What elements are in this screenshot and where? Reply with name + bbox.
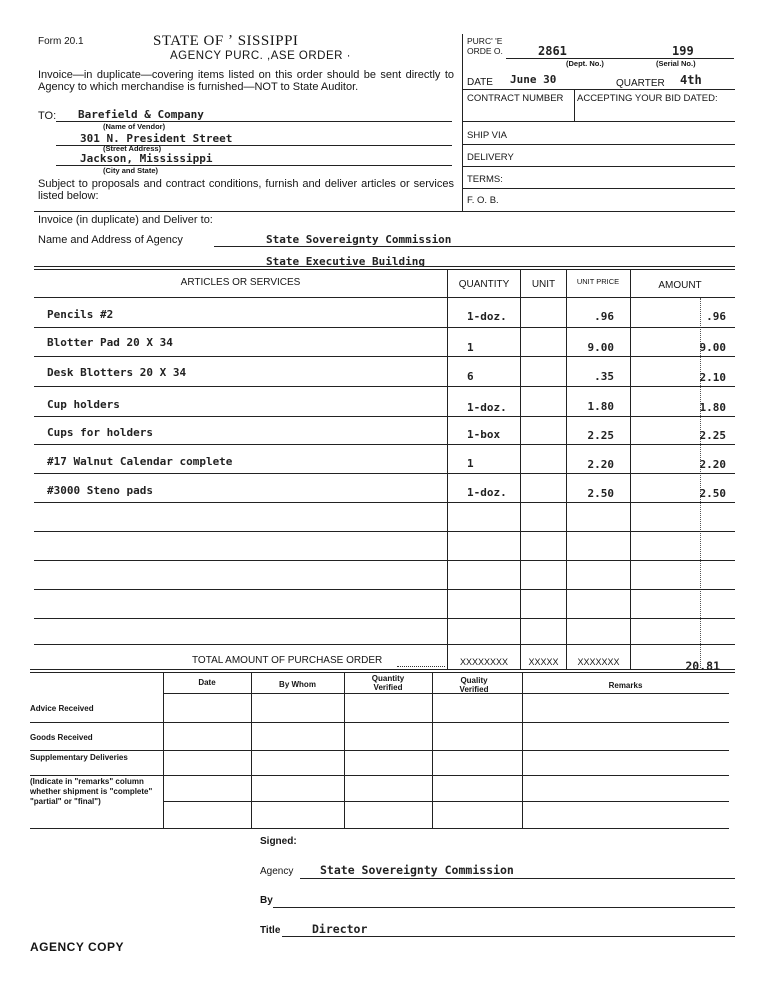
- row-line: [34, 444, 735, 445]
- table-row: [0, 455, 763, 483]
- item-quantity: 6: [467, 370, 474, 383]
- advice-received-label: Advice Received: [30, 704, 94, 713]
- header-quantity: QUANTITY: [458, 279, 510, 290]
- receipt-header-by-whom: By Whom: [279, 680, 316, 689]
- vendor-name-caption: (Name of Vendor): [103, 122, 166, 131]
- receipt-header-line: [163, 693, 729, 694]
- table-row: [0, 426, 763, 454]
- total-leader-dots: [397, 666, 445, 667]
- item-amount: 2.20: [699, 458, 726, 471]
- serial-number: 199: [672, 44, 694, 58]
- receipt-header-quality-verified: Quality Verified: [459, 676, 489, 694]
- order-no-label: ORDE O.: [467, 46, 503, 56]
- quarter-value: 4th: [680, 73, 702, 87]
- title-value: Director: [312, 922, 368, 936]
- item-quantity: 1-doz.: [467, 310, 507, 323]
- item-amount: 2.10: [699, 371, 726, 384]
- row-line: [34, 386, 735, 387]
- date-value: June 30: [510, 73, 557, 86]
- item-unit-price: 2.25: [587, 429, 614, 442]
- title-line: [282, 936, 735, 937]
- delivery-section-line: [34, 211, 735, 212]
- row-line: [34, 416, 735, 417]
- item-article: Pencils #2: [47, 308, 114, 321]
- agency-name-line: [214, 246, 735, 247]
- header-unit: UNIT: [531, 279, 556, 290]
- item-amount: .96: [706, 310, 726, 323]
- row-line: [34, 327, 735, 328]
- item-amount: 2.25: [699, 429, 726, 442]
- invoice-note: Invoice—in duplicate—covering items listed on this order should be sent directly to Agency to which merchandise is furnished—NOT to State Auditor.: [38, 69, 454, 93]
- title-label: Title: [260, 925, 281, 936]
- receipt-row-line: [163, 801, 729, 802]
- header-articles: ARTICLES OR SERVICES: [180, 277, 301, 288]
- header-bottom-line: [34, 297, 735, 298]
- ship-via-label: SHIP VIA: [467, 130, 507, 141]
- receipt-row-line: [30, 722, 729, 723]
- agency-title: AGENCY PURC. ,ASE ORDER ·: [170, 50, 351, 62]
- row-line: [34, 531, 735, 532]
- item-amount: 1.80: [699, 401, 726, 414]
- item-article: Desk Blotters 20 X 34: [47, 366, 187, 379]
- item-article: Cups for holders: [47, 426, 153, 439]
- terms-line: [463, 188, 735, 189]
- row-line: [34, 589, 735, 590]
- goods-received-label: Goods Received: [30, 733, 93, 742]
- table-row: [0, 366, 763, 394]
- by-signature-line: [273, 907, 735, 908]
- purchase-label: PURC' 'E: [467, 36, 503, 46]
- agency-name: State Sovereignty Commission: [266, 233, 452, 246]
- total-price-filler: XXXXXXX: [577, 657, 620, 667]
- row-line: [34, 560, 735, 561]
- agency-sign-line: [300, 878, 735, 879]
- by-label: By: [260, 895, 273, 906]
- dept-no-caption: (Dept. No.): [566, 59, 604, 68]
- receipt-header-quantity-verified: Quantity Verified: [371, 674, 405, 692]
- quarter-label: QUARTER: [616, 78, 665, 89]
- order-number-line: [506, 58, 734, 59]
- row-line: [34, 356, 735, 357]
- total-label: TOTAL AMOUNT OF PURCHASE ORDER: [192, 655, 383, 666]
- contract-divider: [574, 89, 575, 121]
- contract-number-label: CONTRACT NUMBER: [467, 93, 564, 104]
- to-label: TO:: [38, 110, 57, 122]
- row-line: [34, 618, 735, 619]
- fob-label: F. O. B.: [467, 195, 499, 206]
- vendor-name: Barefield & Company: [78, 108, 204, 121]
- table-row: [0, 336, 763, 364]
- delivery-label: DELIVERY: [467, 152, 514, 163]
- serial-no-caption: (Serial No.): [656, 59, 696, 68]
- table-row: [0, 484, 763, 512]
- item-article: #17 Walnut Calendar complete: [47, 455, 233, 468]
- item-unit-price: 2.20: [587, 458, 614, 471]
- agency-address-label: Name and Address of Agency: [38, 234, 183, 246]
- item-article: Cup holders: [47, 398, 120, 411]
- row-line: [34, 473, 735, 474]
- receipt-row-line: [30, 750, 729, 751]
- item-unit-price: .96: [594, 310, 614, 323]
- row-line: [34, 644, 735, 645]
- total-quantity-filler: XXXXXXXX: [459, 657, 509, 667]
- receipt-row-line: [30, 775, 729, 776]
- header-amount: AMOUNT: [658, 280, 702, 291]
- item-quantity: 1-doz.: [467, 486, 507, 499]
- ship-via-line: [463, 144, 735, 145]
- agency-copy-label: AGENCY COPY: [30, 940, 124, 954]
- receipt-header-date: Date: [198, 678, 216, 687]
- vendor-city: Jackson, Mississippi: [80, 152, 213, 165]
- state-title: STATE OF ʼ SISSIPPI: [153, 33, 299, 49]
- item-amount: 9.00: [699, 341, 726, 354]
- total-amount: 20.81: [685, 659, 720, 673]
- item-unit-price: 2.50: [587, 487, 614, 500]
- dept-number: 2861: [538, 44, 567, 58]
- supplementary-deliveries-label: Supplementary Deliveries: [30, 753, 128, 762]
- date-label: DATE: [467, 77, 493, 88]
- item-quantity: 1: [467, 457, 474, 470]
- item-unit-price: 9.00: [587, 341, 614, 354]
- item-unit-price: .35: [594, 370, 614, 383]
- vendor-street-caption: (Street Address): [103, 144, 162, 153]
- item-unit-price: 1.80: [587, 400, 614, 413]
- header-unit-price: UNIT PRICE: [576, 277, 620, 286]
- item-quantity: 1: [467, 341, 474, 354]
- order-box-divider: [462, 34, 463, 212]
- total-unit-filler: XXXXX: [528, 657, 559, 667]
- contract-row-line: [463, 121, 735, 122]
- delivery-line: [463, 166, 735, 167]
- accepting-bid-label: ACCEPTING YOUR BID DATED:: [577, 93, 718, 104]
- vendor-street: 301 N. President Street: [80, 132, 233, 145]
- terms-label: TERMS:: [467, 174, 503, 185]
- row-line: [34, 502, 735, 503]
- item-amount: 2.50: [699, 487, 726, 500]
- agency-address: State Executive Building: [266, 255, 425, 268]
- indicate-note: (Indicate in "remarks" column whether shipment is "complete" "partial" or "final"): [30, 777, 153, 806]
- table-row: [0, 308, 763, 336]
- item-quantity: 1-box: [467, 428, 501, 441]
- signed-label: Signed:: [260, 836, 297, 847]
- total-rule: [30, 669, 735, 673]
- table-row: [0, 398, 763, 426]
- receipt-header-remarks: Remarks: [608, 681, 643, 690]
- agency-sign-value: State Sovereignty Commission: [320, 863, 514, 877]
- item-quantity: 1-doz.: [467, 401, 507, 414]
- vendor-city-caption: (City and State): [103, 166, 159, 175]
- item-article: Blotter Pad 20 X 34: [47, 336, 173, 349]
- item-article: #3000 Steno pads: [47, 484, 153, 497]
- date-row-line: [463, 89, 735, 90]
- receipt-bottom-line: [30, 828, 729, 829]
- agency-sign-label: Agency: [260, 866, 294, 877]
- form-number: Form 20.1: [38, 36, 84, 47]
- invoice-deliver-label: Invoice (in duplicate) and Deliver to:: [38, 214, 213, 226]
- subject-note: Subject to proposals and contract conditions, furnish and deliver articles or services listed below:: [38, 178, 454, 202]
